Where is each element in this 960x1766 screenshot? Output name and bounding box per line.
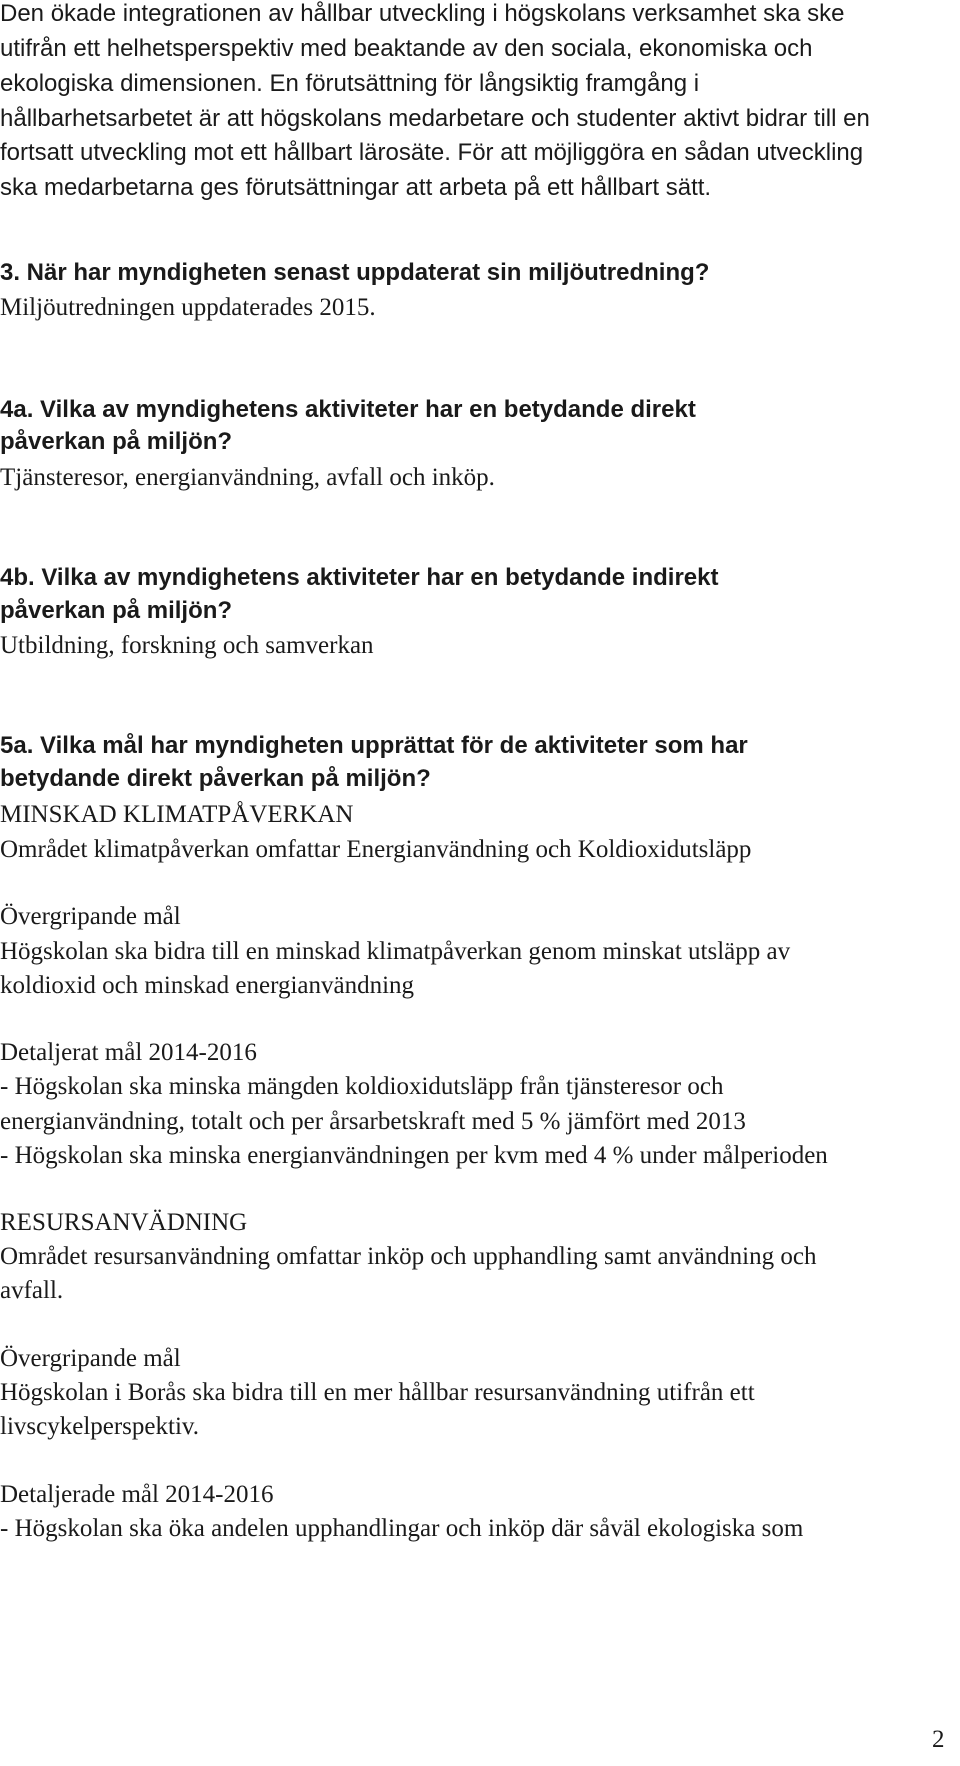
intro-line: ska medarbetarna ges förutsättningar att arbeta på ett hållbart sätt. [0,174,712,201]
question-3-heading: 3. När har myndigheten senast uppdaterat sin miljöutredning? [0,259,710,286]
question-5a-heading: 5a. Vilka mål har myndigheten upprättat för de aktiviteter som har [0,732,748,759]
detail-goal-text: - Högskolan ska öka andelen upphandlingar och inköp där såväl ekologiska som [0,1515,804,1542]
intro-line: utifrån ett helhetsperspektiv med beaktande av den sociala, ekonomiska och [0,35,813,62]
question-3-answer: Miljöutredningen uppdaterades 2015. [0,294,376,321]
detail-goal-label: Detaljerat mål 2014-2016 [0,1039,257,1066]
detail-goal-text: - Högskolan ska minska energianvändningen per kvm med 4 % under målperioden [0,1142,828,1169]
detail-goal-label: Detaljerade mål 2014-2016 [0,1481,274,1508]
question-5a-heading: betydande direkt påverkan på miljön? [0,765,431,792]
overall-goal-label: Övergripande mål [0,903,181,930]
section-text: Området resursanvändning omfattar inköp och upphandling samt användning och [0,1243,817,1270]
overall-goal-text: koldioxid och minskad energianvändning [0,972,415,999]
detail-goal-text: - Högskolan ska minska mängden koldioxidutsläpp från tjänsteresor och [0,1073,724,1100]
overall-goal-text: Högskolan i Borås ska bidra till en mer hållbar resursanvändning utifrån ett [0,1379,755,1406]
intro-line: ekologiska dimensionen. En förutsättning för långsiktig framgång i [0,70,700,97]
intro-line: Den ökade integrationen av hållbar utveckling i högskolans verksamhet ska ske [0,0,845,27]
question-4a-heading: 4a. Vilka av myndighetens aktiviteter har en betydande direkt [0,396,696,423]
overall-goal-text: Högskolan ska bidra till en minskad klimatpåverkan genom minskat utsläpp av [0,938,791,965]
page-number: 2 [932,1726,945,1753]
section-title: RESURSANVÄDNING [0,1209,248,1236]
section-title: MINSKAD KLIMATPÅVERKAN [0,801,354,828]
question-4a-heading: påverkan på miljön? [0,428,233,455]
section-text: Området klimatpåverkan omfattar Energianvändning och Koldioxidutsläpp [0,836,752,863]
question-4b-heading: 4b. Vilka av myndighetens aktiviteter har en betydande indirekt [0,564,719,591]
question-4b-heading: påverkan på miljön? [0,597,233,624]
section-text: avfall. [0,1277,64,1304]
intro-line: fortsatt utveckling mot ett hållbart lärosäte. För att möjliggöra en sådan utveckling [0,139,864,166]
intro-line: hållbarhetsarbetet är att högskolans medarbetare och studenter aktivt bidrar till en [0,105,870,132]
question-4a-answer: Tjänsteresor, energianvändning, avfall och inköp. [0,464,495,491]
overall-goal-label: Övergripande mål [0,1345,181,1372]
overall-goal-text: livscykelperspektiv. [0,1413,200,1440]
detail-goal-text: energianvändning, totalt och per årsarbetskraft med 5 % jämfört med 2013 [0,1108,746,1135]
question-4b-answer: Utbildning, forskning och samverkan [0,632,374,659]
